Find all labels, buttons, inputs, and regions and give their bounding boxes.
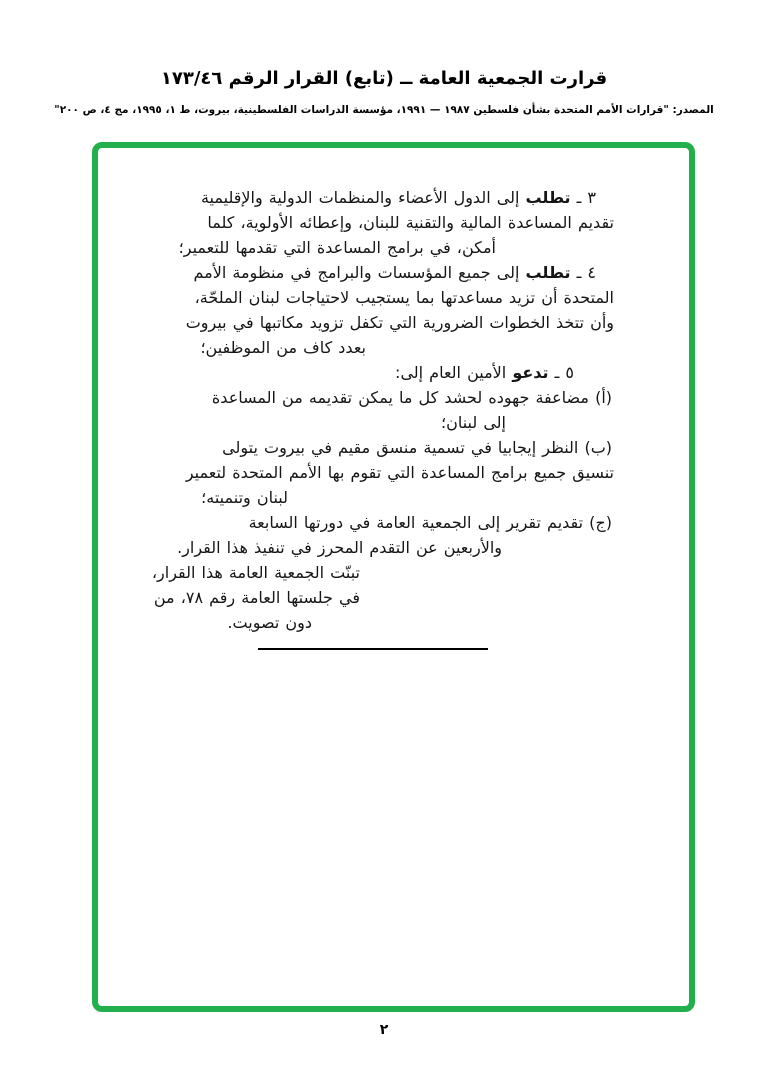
paragraph-5-line-1 xyxy=(142,360,614,385)
end-rule xyxy=(258,648,488,650)
adoption-note-line-3: دون تصويت. xyxy=(227,613,312,632)
paragraph-3-line-3: أمكن، في برامج المساعدة التي تقدمها للتعمير؛ xyxy=(178,238,496,257)
paragraph-3-line-2: تقديم المساعدة المالية والتقنية للبنان، وإعطائه الأولوية، كلما xyxy=(207,213,614,232)
subitem-a-line-2: إلى لبنان؛ xyxy=(441,413,506,432)
page-number: ٢ xyxy=(379,1022,389,1038)
resolution-text xyxy=(142,185,614,635)
paragraph-4-number: ٤ ـ xyxy=(570,263,596,282)
paragraph-4-keyword: تطلب xyxy=(525,263,571,282)
subitem-a-line-1: (أ) مضاعفة جهوده لحشد كل ما يمكن تقديمه من المساعدة xyxy=(211,388,612,407)
subitem-c-line-1: (ج) تقديم تقرير إلى الجمعية العامة في دورتها السابعة xyxy=(248,513,612,532)
paragraph-5-text: الأمين العام إلى: xyxy=(395,363,513,382)
paragraph-4-line-2: المتحدة أن تزيد مساعدتها بما يستجيب لاحتياجات لبنان الملحّة، xyxy=(194,288,614,307)
paragraph-5-keyword: تدعو xyxy=(512,363,549,382)
adoption-note-line-2: في جلستها العامة رقم ٧٨، من xyxy=(153,588,360,607)
adoption-note-line-1: تبنّت الجمعية العامة هذا القرار، xyxy=(151,563,360,582)
subitem-b-line-2: تنسيق جميع برامج المساعدة التي تقوم بها الأمم المتحدة لتعمير xyxy=(185,463,614,482)
subitem-c-line-2: والأربعين عن التقدم المحرز في تنفيذ هذا القرار. xyxy=(177,538,502,557)
paragraph-3-keyword: تطلب xyxy=(525,188,571,207)
paragraph-3-line-1 xyxy=(142,185,614,210)
page-title: قرارت الجمعية العامة ــ (تابع) القرار الرقم ١٧٣/٤٦ xyxy=(160,68,608,89)
source-line: المصدر: "قرارات الأمم المتحدة بشأن فلسطين ١٩٨٧ — ١٩٩١، مؤسسة الدراسات الفلسطينية، بيروت، ط ١، ١٩٩٥، مج ٤، ص ٢٠٠" xyxy=(54,104,714,116)
paragraph-4-line-1 xyxy=(142,260,614,285)
paragraph-4-line-3: وأن تتخذ الخطوات الضرورية التي تكفل تزويد مكاتبها في بيروت xyxy=(185,313,614,332)
paragraph-3-text: إلى الدول الأعضاء والمنظمات الدولية والإقليمية xyxy=(200,188,526,207)
paragraph-5-number: ٥ ـ xyxy=(548,363,574,382)
subitem-b-line-1: (ب) النظر إيجابيا في تسمية منسق مقيم في بيروت يتولى xyxy=(222,438,612,457)
paragraph-4-text: إلى جميع المؤسسات والبرامج في منظومة الأمم xyxy=(193,263,526,282)
paragraph-4-line-4: بعدد كاف من الموظفين؛ xyxy=(200,338,366,357)
subitem-b-line-3: لبنان وتنميته؛ xyxy=(201,488,288,507)
paragraph-3-number: ٣ ـ xyxy=(570,188,596,207)
highlight-border-box xyxy=(92,142,695,1012)
